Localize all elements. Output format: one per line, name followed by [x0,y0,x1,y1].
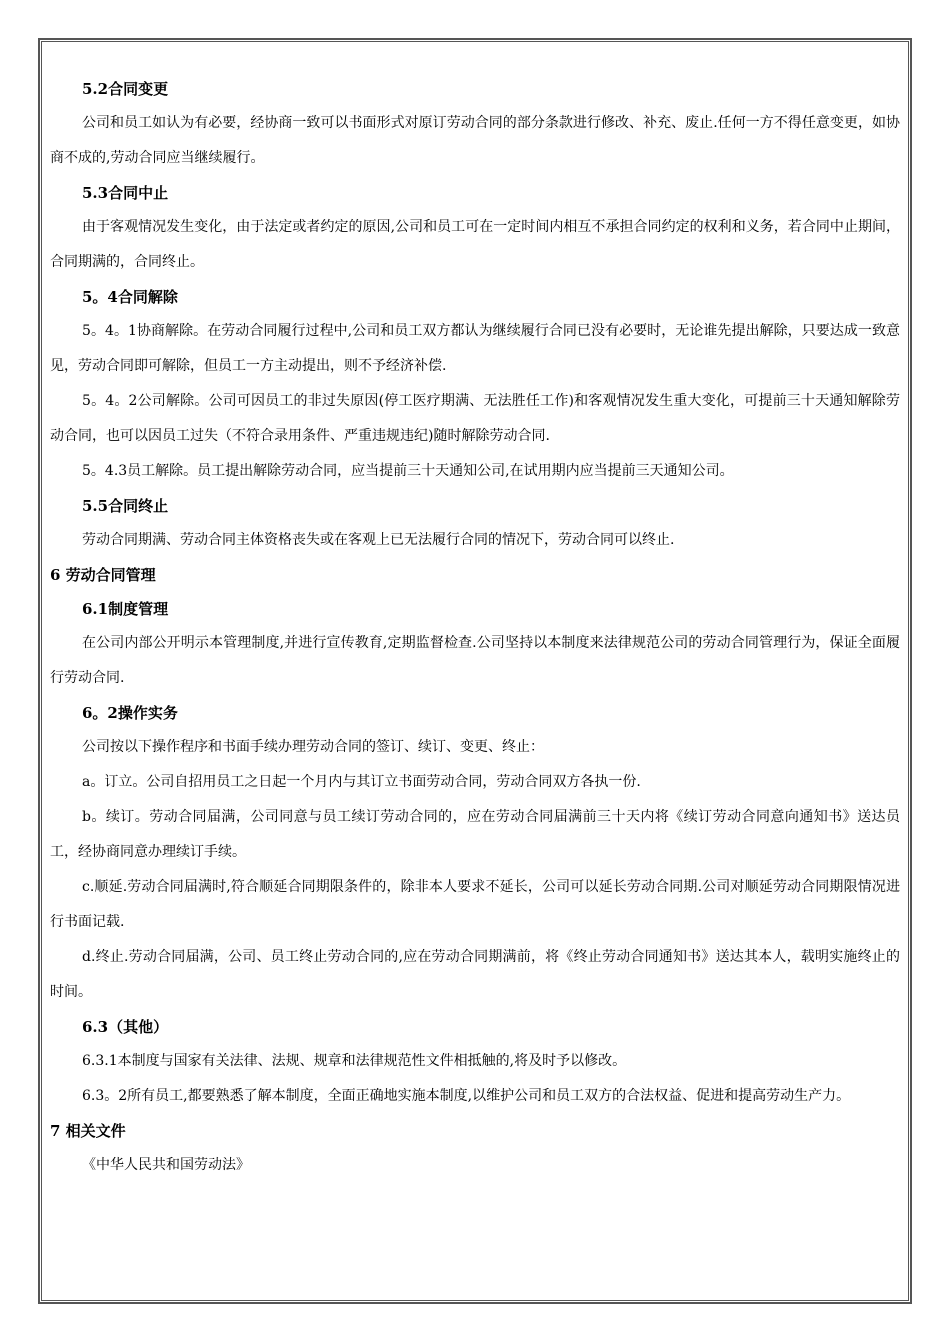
paragraph-6-2-b: b。续订。劳动合同届满，公司同意与员工续订劳动合同的，应在劳动合同届满前三十天内将《续订劳动合同意向通知书》送达员工，经协商同意办理续订手续。 [50,809,900,860]
heading-6-1: 6.1制度管理 [82,600,169,618]
heading-5-4: 5。4合同解除 [82,288,178,306]
paragraph-5-4-2: 5。4。2公司解除。公司可因员工的非过失原因(停工医疗期满、无法胜任工作)和客观情况发生重大变化，可提前三十天通知解除劳动合同，也可以因员工过失（不符合录用条件、严重违规违纪)随时解除劳动合同. [50,393,900,444]
heading-7: 7 相关文件 [50,1122,126,1140]
paragraph-6-1: 在公司内部公开明示本管理制度,并进行宣传教育,定期监督检查.公司坚持以本制度来法律规范公司的劳动合同管理行为，保证全面履行劳动合同. [50,635,900,686]
paragraph-5-4-3: 5。4.3员工解除。员工提出解除劳动合同，应当提前三十天通知公司,在试用期内应当提前三天通知公司。 [82,463,734,479]
paragraph-7: 《中华人民共和国劳动法》 [82,1157,250,1173]
paragraph-5-4-1: 5。4。1协商解除。在劳动合同履行过程中,公司和员工双方都认为继续履行合同已没有必要时，无论谁先提出解除，只要达成一致意见，劳动合同即可解除，但员工一方主动提出，则不予经济补偿. [50,323,900,374]
document-body [50,72,900,1183]
paragraph-6-2-d: d.终止.劳动合同届满，公司、员工终止劳动合同的,应在劳动合同期满前，将《终止劳动合同通知书》送达其本人，载明实施终止的时间。 [50,949,900,1000]
paragraph-6-2-intro: 公司按以下操作程序和书面手续办理劳动合同的签订、续订、变更、终止： [82,739,544,755]
heading-5-2: 5.2合同变更 [82,80,169,98]
heading-5-5: 5.5合同终止 [82,497,169,515]
heading-6-3: 6.3（其他） [82,1018,169,1036]
paragraph-5-3: 由于客观情况发生变化，由于法定或者约定的原因,公司和员工可在一定时间内相互不承担合同约定的权利和义务，若合同中止期间，合同期满的，合同终止。 [50,219,900,270]
paragraph-6-2-a: a。订立。公司自招用员工之日起一个月内与其订立书面劳动合同，劳动合同双方各执一份. [82,774,641,790]
paragraph-6-3-1: 6.3.1本制度与国家有关法律、法规、规章和法律规范性文件相抵触的,将及时予以修改。 [82,1053,627,1069]
heading-6: 6 劳动合同管理 [50,566,156,584]
paragraph-6-2-c: c.顺延.劳动合同届满时,符合顺延合同期限条件的，除非本人要求不延长，公司可以延长劳动合同期.公司对顺延劳动合同期限情况进行书面记载. [50,879,900,930]
heading-5-3: 5.3合同中止 [82,184,169,202]
paragraph-5-5: 劳动合同期满、劳动合同主体资格丧失或在客观上已无法履行合同的情况下，劳动合同可以终止. [82,532,675,548]
heading-6-2: 6。2操作实务 [82,704,178,722]
paragraph-6-3-2: 6.3。2所有员工,都要熟悉了解本制度，全面正确地实施本制度,以维护公司和员工双方的合法权益、促进和提高劳动生产力。 [82,1088,851,1104]
paragraph-5-2: 公司和员工如认为有必要，经协商一致可以书面形式对原订劳动合同的部分条款进行修改、补充、废止.任何一方不得任意变更，如协商不成的,劳动合同应当继续履行。 [50,115,900,166]
